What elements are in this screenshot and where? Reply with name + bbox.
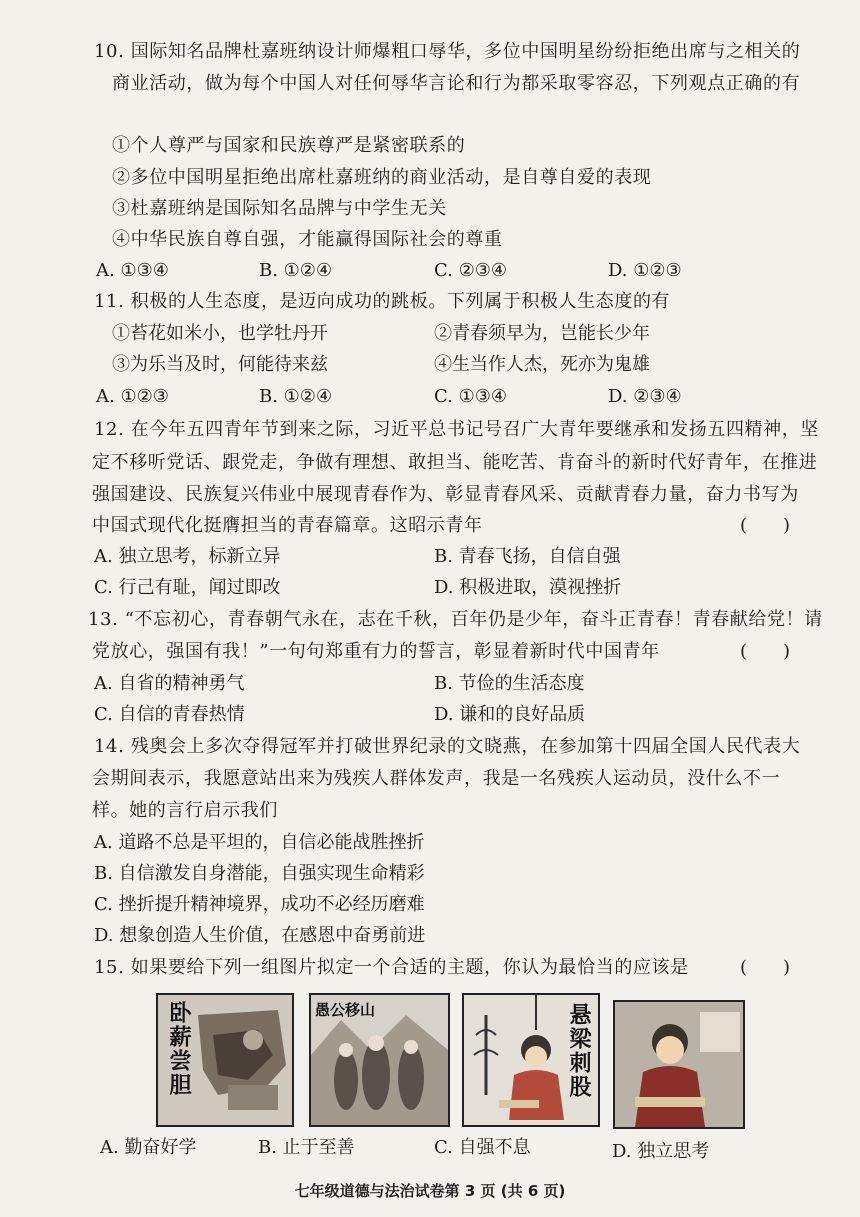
- q11-option-c: C. ①③④: [434, 386, 507, 407]
- picture-4: [613, 1000, 745, 1129]
- q13-option-d: D. 谦和的良好品质: [434, 704, 586, 725]
- picture-3: [462, 993, 600, 1127]
- q15-option-d: D. 独立思考: [612, 1141, 710, 1162]
- picture-2: [309, 993, 450, 1127]
- picture-2-caption: 愚公移山: [315, 1001, 376, 1019]
- q15-option-c: C. 自强不息: [434, 1137, 531, 1158]
- q14-option-a: A. 道路不总是平坦的，自信必能战胜挫折: [94, 832, 425, 853]
- q10-line-1: 10. 国际知名品牌杜嘉班纳设计师爆粗口辱华，多位中国明星纷纷拒绝出席与之相关的: [94, 41, 801, 62]
- q10-option-a: A. ①③④: [96, 260, 169, 281]
- q13-line-2: 党放心，强国有我！”一句句郑重有力的誓言，彰显着新时代中国青年: [92, 641, 660, 662]
- q12-line-2: 定不移听党话、跟党走，争做有理想、敢担当、能吃苦、肯奋斗的新时代好青年，在推进: [92, 452, 818, 473]
- q10-item-1: ①个人尊严与国家和民族尊严是紧密联系的: [112, 135, 466, 156]
- q11-item-4: ④生当作人杰，死亦为鬼雄: [434, 354, 650, 375]
- q12-option-a: A. 独立思考，标新立异: [94, 546, 281, 567]
- q10-option-d: D. ①②③: [608, 260, 682, 281]
- q10-option-c: C. ②③④: [434, 260, 507, 281]
- picture-3-caption: 悬梁刺股: [566, 1003, 592, 1099]
- q12-option-d: D. 积极进取，漠视挫折: [434, 577, 622, 598]
- q15-answer-blank: ( ): [740, 957, 791, 978]
- q13-option-a: A. 自省的精神勇气: [94, 673, 245, 694]
- picture-1: [156, 993, 294, 1127]
- q11-item-1: ①苔花如米小，也学牡丹开: [112, 323, 328, 344]
- q12-line-1: 12. 在今年五四青年节到来之际，习近平总书记号召广大青年要继承和发扬五四精神，坚: [94, 419, 819, 440]
- q10-option-b: B. ①②④: [259, 260, 333, 281]
- q13-option-c: C. 自信的青春热情: [94, 704, 245, 725]
- q12-line-3: 强国建设、民族复兴伟业中展现青春作为、彰显青春风采、贡献青春力量，奋力书写为: [92, 484, 799, 505]
- q11-option-d: D. ②③④: [608, 386, 682, 407]
- q10-item-3: ③杜嘉班纳是国际知名品牌与中学生无关: [112, 198, 447, 219]
- q10-item-4: ④中华民族自尊自强，才能赢得国际社会的尊重: [112, 229, 503, 250]
- q12-option-b: B. 青春飞扬，自信自强: [434, 546, 621, 567]
- q13-line-1: 13. “不忘初心，青春朝气永在，志在千秋，百年仍是少年，奋斗正青春！青春献给党！请: [88, 609, 823, 630]
- q11-item-2: ②青春须早为，岂能长少年: [434, 323, 650, 344]
- picture-4-illustration: [615, 1002, 743, 1127]
- q11-option-b: B. ①②④: [259, 386, 333, 407]
- q12-answer-blank: ( ): [740, 515, 791, 536]
- q11-option-a: A. ①②③: [96, 386, 169, 407]
- q14-option-d: D. 想象创造人生价值，在感恩中奋勇前进: [94, 925, 426, 946]
- q12-line-4: 中国式现代化挺膺担当的青春篇章。这昭示青年: [92, 515, 483, 536]
- q14-line-2: 会期间表示，我愿意站出来为残疾人群体发声，我是一名残疾人运动员，没什么不一: [92, 768, 781, 789]
- q10-line-2: 商业活动，做为每个中国人对任何辱华言论和行为都采取零容忍，下列观点正确的有: [112, 73, 801, 94]
- q14-option-c: C. 挫折提升精神境界，成功不必经历磨难: [94, 894, 425, 915]
- q14-option-b: B. 自信激发自身潜能，自强实现生命精彩: [94, 863, 425, 884]
- page-footer: 七年级道德与法治试卷第 3 页 (共 6 页): [294, 1182, 566, 1200]
- q13-answer-blank: ( ): [740, 641, 791, 662]
- q10-item-2: ②多位中国明星拒绝出席杜嘉班纳的商业活动，是自尊自爱的表现: [112, 167, 652, 188]
- q12-option-c: C. 行己有耻，闻过即改: [94, 577, 281, 598]
- q13-option-b: B. 节俭的生活态度: [434, 673, 585, 694]
- picture-1-caption: 卧薪尝胆: [166, 1001, 192, 1097]
- q15-line-1: 15. 如果要给下列一组图片拟定一个合适的主题，你认为最恰当的应该是: [94, 957, 689, 978]
- q14-line-3: 样。她的言行启示我们: [92, 800, 278, 821]
- q15-option-a: A. 勤奋好学: [100, 1137, 197, 1158]
- q15-option-b: B. 止于至善: [258, 1137, 355, 1158]
- q11-line-1: 11. 积极的人生态度，是迈向成功的跳板。下列属于积极人生态度的有: [94, 291, 671, 312]
- q14-line-1: 14. 残奥会上多次夺得冠军并打破世界纪录的文晓燕，在参加第十四届全国人民代表大: [94, 736, 801, 757]
- q11-item-3: ③为乐当及时，何能待来兹: [112, 354, 328, 375]
